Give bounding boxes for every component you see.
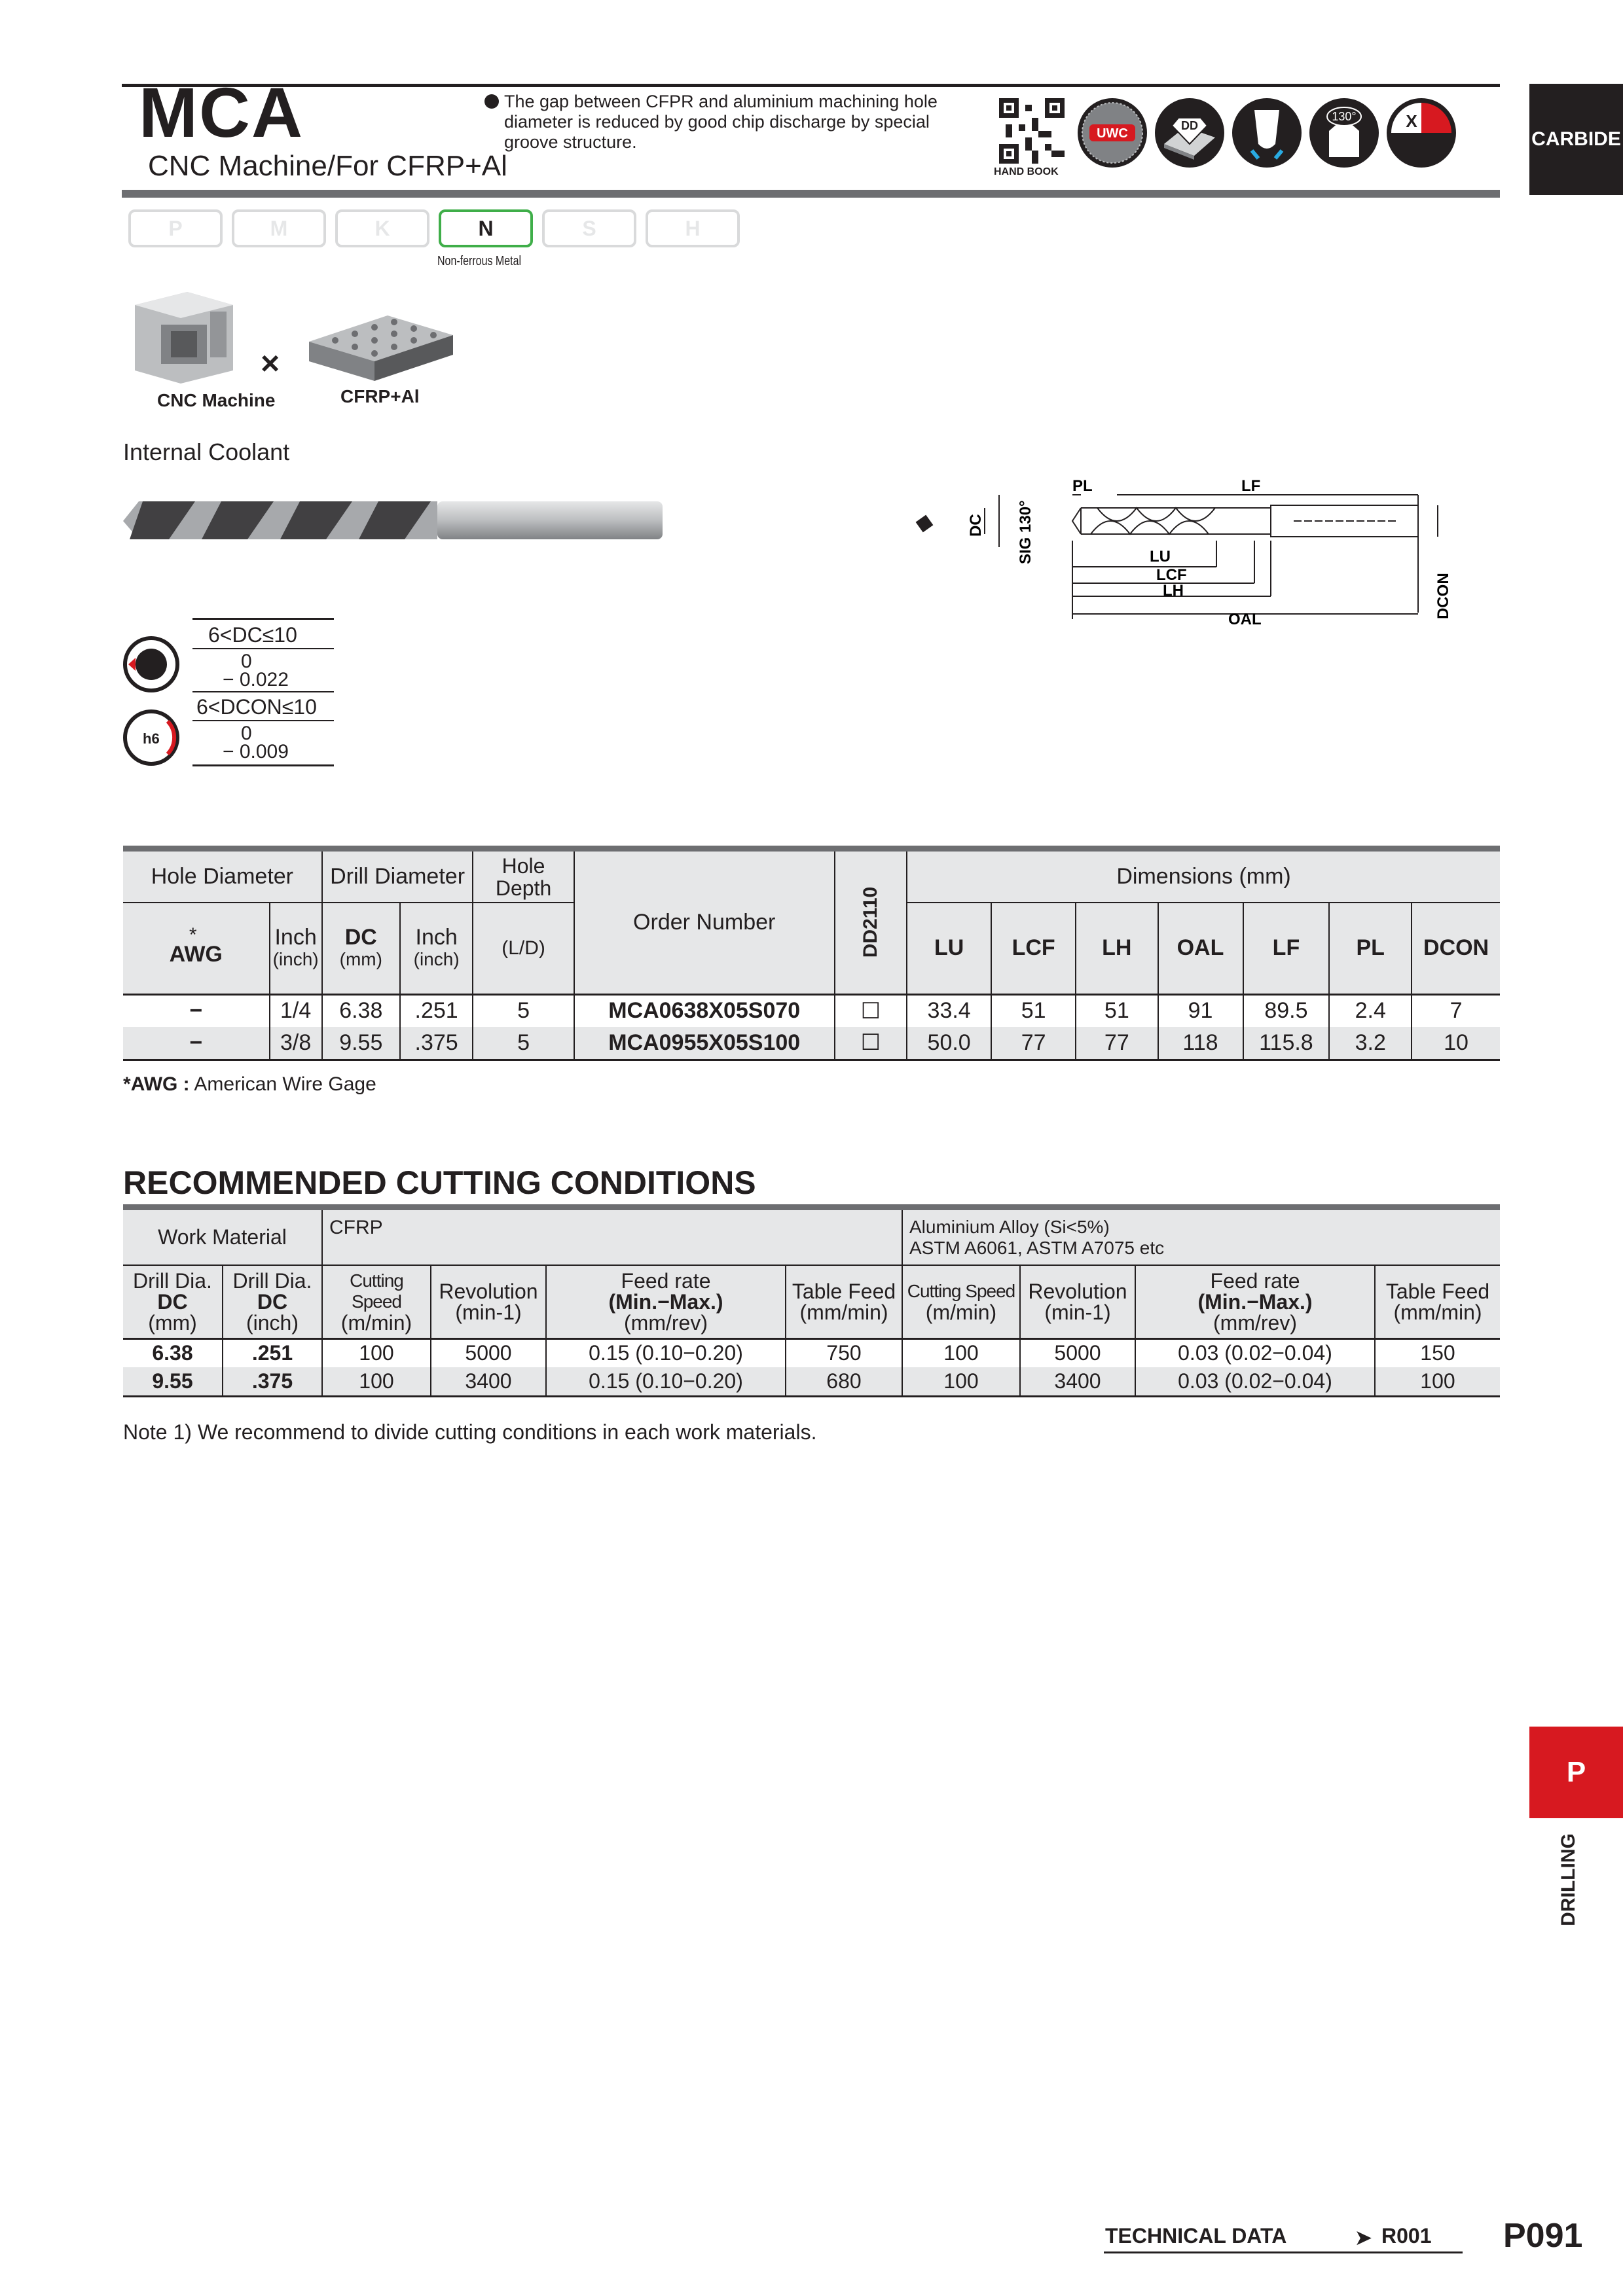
- arrow-right-icon: ➤: [1355, 2227, 1372, 2249]
- cnc-machine-image: [122, 285, 244, 393]
- iso-material-groups: [128, 209, 750, 249]
- dd-coating-icon: [1155, 98, 1224, 168]
- table-row: − 3/8 9.55 .375 5 MCA0955X05S100 ☐ 50.0 77 77 118 115.8 3.2 10: [123, 1027, 1500, 1060]
- dd2110-header: DD2110: [835, 852, 907, 994]
- drill-dia-mm-header: Drill Dia. DC (mm): [123, 1265, 223, 1338]
- spec-table-top-rule: [123, 846, 1500, 852]
- tolerance-rule-3: [192, 691, 334, 692]
- drill-photo: [123, 490, 666, 554]
- header-top-rule: [122, 84, 1500, 87]
- handbook-label: HAND BOOK: [994, 166, 1059, 177]
- tab-carbide[interactable]: CARBIDE: [1529, 84, 1623, 195]
- dc-tolerance-upper: 0: [241, 651, 252, 672]
- dc-tolerance-lower: − 0.022: [223, 669, 289, 691]
- drawing-lcf-label: LCF: [1156, 566, 1187, 584]
- iso-group-s: S: [542, 209, 636, 247]
- uwc-coating-icon: [1078, 98, 1147, 168]
- awg-footnote: *AWG : American Wire Gage: [123, 1073, 376, 1095]
- lu-header: LU: [907, 903, 991, 994]
- dd-label: DD: [1181, 119, 1198, 132]
- cutting-speed-header-2: Cutting Speed (m/min): [902, 1265, 1020, 1338]
- cfrp-al-label: CFRP+Al: [340, 386, 420, 406]
- stock-checkbox: ☐: [835, 1027, 907, 1060]
- tolerance-rule-4: [192, 720, 334, 721]
- uwc-label: UWC: [1097, 126, 1128, 141]
- revolution-header-1: Revolution (min-1): [431, 1265, 546, 1338]
- dc-tolerance-range: 6<DC≤10: [208, 623, 297, 647]
- dc-tolerance-icon: [122, 635, 181, 697]
- drawing-lu-label: LU: [1150, 548, 1171, 565]
- lf-header: LF: [1243, 903, 1330, 994]
- product-description: The gap between CFPR and aluminium machining hole diameter is reduced by good chip discharge by special groove structure.: [484, 92, 982, 152]
- product-title: MCA: [139, 73, 304, 152]
- product-subtitle: CNC Machine/For CFRP+Al: [148, 150, 507, 182]
- bullet-icon: [484, 94, 499, 109]
- h6-label: h6: [143, 730, 160, 747]
- cross-icon: ×: [261, 345, 280, 382]
- drawing-oal-label: OAL: [1228, 611, 1262, 628]
- order-number[interactable]: MCA0638X05S070: [574, 994, 835, 1027]
- feed-rate-header-1: Feed rate (Min.−Max.) (mm/rev): [546, 1265, 786, 1338]
- iso-active-caption: Non-ferrous Metal: [437, 254, 522, 268]
- header-bottom-rule: [122, 190, 1500, 198]
- hole-diameter-header: Hole Diameter: [151, 864, 294, 889]
- drill-dia-inch-header: Drill Dia. DC (inch): [223, 1265, 322, 1338]
- iso-group-h: H: [646, 209, 740, 247]
- pl-header: PL: [1329, 903, 1412, 994]
- table-row: 9.55 .375 100 3400 0.15 (0.10−0.20) 680 100 3400 0.03 (0.02−0.04) 100: [123, 1367, 1500, 1396]
- table-row: 6.38 .251 100 5000 0.15 (0.10−0.20) 750 100 5000 0.03 (0.02−0.04) 150: [123, 1338, 1500, 1367]
- dcon-tolerance-upper: 0: [241, 723, 252, 744]
- conditions-note: Note 1) We recommend to divide cutting conditions in each work materials.: [123, 1420, 817, 1444]
- point-angle-label: 130°: [1332, 110, 1357, 123]
- table-row: − 1/4 6.38 .251 5 MCA0638X05S070 ☐ 33.4 51 51 91 89.5 2.4 7: [123, 994, 1500, 1027]
- footer-rule: [1104, 2251, 1463, 2253]
- point-angle-icon: [1309, 98, 1379, 168]
- drawing-pl-label: PL: [1072, 477, 1093, 495]
- dcon-tolerance-range: 6<DCON≤10: [196, 695, 317, 719]
- drawing-lh-label: LH: [1163, 582, 1184, 600]
- dc-header: DC (mm): [322, 903, 400, 994]
- revolution-header-2: Revolution (min-1): [1020, 1265, 1135, 1338]
- table-feed-header-1: Table Feed (mm/min): [786, 1265, 902, 1338]
- tab-drilling[interactable]: DRILLING: [1558, 1833, 1579, 1926]
- oal-header: OAL: [1158, 903, 1243, 994]
- dcon-tolerance-lower: − 0.009: [223, 741, 289, 762]
- page-number: P091: [1503, 2217, 1583, 2255]
- iso-group-n: N: [439, 209, 533, 247]
- order-number[interactable]: MCA0955X05S100: [574, 1027, 835, 1060]
- material-cfrp-header: CFRP: [322, 1210, 902, 1265]
- lh-header: LH: [1076, 903, 1158, 994]
- order-number-header: Order Number: [574, 852, 835, 994]
- drill-dimension-drawing: [901, 469, 1464, 642]
- conditions-table: [123, 1210, 1500, 1397]
- cnc-machine-label: CNC Machine: [157, 390, 276, 410]
- drawing-sig-label: SIG 130°: [1017, 500, 1034, 564]
- drawing-dc-label: DC: [967, 514, 985, 537]
- material-aluminium-header: Aluminium Alloy (Si<5%) ASTM A6061, ASTM A7075 etc: [902, 1210, 1500, 1265]
- drill-diameter-header: Drill Diameter: [322, 852, 473, 903]
- tolerance-rule-5: [192, 764, 334, 766]
- iso-group-p: P: [128, 209, 223, 247]
- ld-header: (L/D): [473, 903, 574, 994]
- dc-inch-header: Inch (inch): [400, 903, 473, 994]
- iso-group-m: M: [232, 209, 326, 247]
- tab-p[interactable]: P: [1529, 1727, 1623, 1818]
- technical-data-link[interactable]: TECHNICAL DATA: [1105, 2224, 1287, 2248]
- technical-data-ref[interactable]: R001: [1381, 2224, 1432, 2248]
- awg-header: * AWG: [123, 903, 270, 994]
- table-feed-header-2: Table Feed (mm/min): [1375, 1265, 1500, 1338]
- feed-rate-header-2: Feed rate (Min.−Max.) (mm/rev): [1135, 1265, 1375, 1338]
- cfrp-plate-image: [309, 315, 453, 391]
- conditions-top-rule: [123, 1204, 1500, 1210]
- lcf-header: LCF: [991, 903, 1076, 994]
- tolerance-rule-1: [192, 618, 334, 620]
- qr-code-icon[interactable]: [999, 98, 1065, 164]
- work-material-header: Work Material: [158, 1225, 287, 1249]
- drawing-dcon-label: DCON: [1434, 573, 1452, 619]
- x-thinning-icon: [1387, 98, 1456, 168]
- dimensions-header: Dimensions (mm): [907, 852, 1500, 903]
- inch-header: Inch (inch): [270, 903, 322, 994]
- stock-checkbox: ☐: [835, 994, 907, 1027]
- spec-table: [123, 852, 1500, 1061]
- hole-depth-header: Hole Depth: [473, 852, 574, 903]
- conditions-title: RECOMMENDED CUTTING CONDITIONS: [123, 1164, 756, 1201]
- iso-group-k: K: [335, 209, 429, 247]
- dcon-tolerance-icon: [122, 708, 181, 770]
- dcon-header: DCON: [1412, 903, 1500, 994]
- internal-coolant-icon: [1232, 98, 1302, 168]
- coolant-label: Internal Coolant: [123, 439, 290, 465]
- drawing-lf-label: LF: [1241, 477, 1261, 495]
- cutting-speed-header-1: Cutting Speed (m/min): [322, 1265, 431, 1338]
- x-thinning-label: X: [1406, 111, 1417, 131]
- tolerance-rule-2: [192, 648, 334, 649]
